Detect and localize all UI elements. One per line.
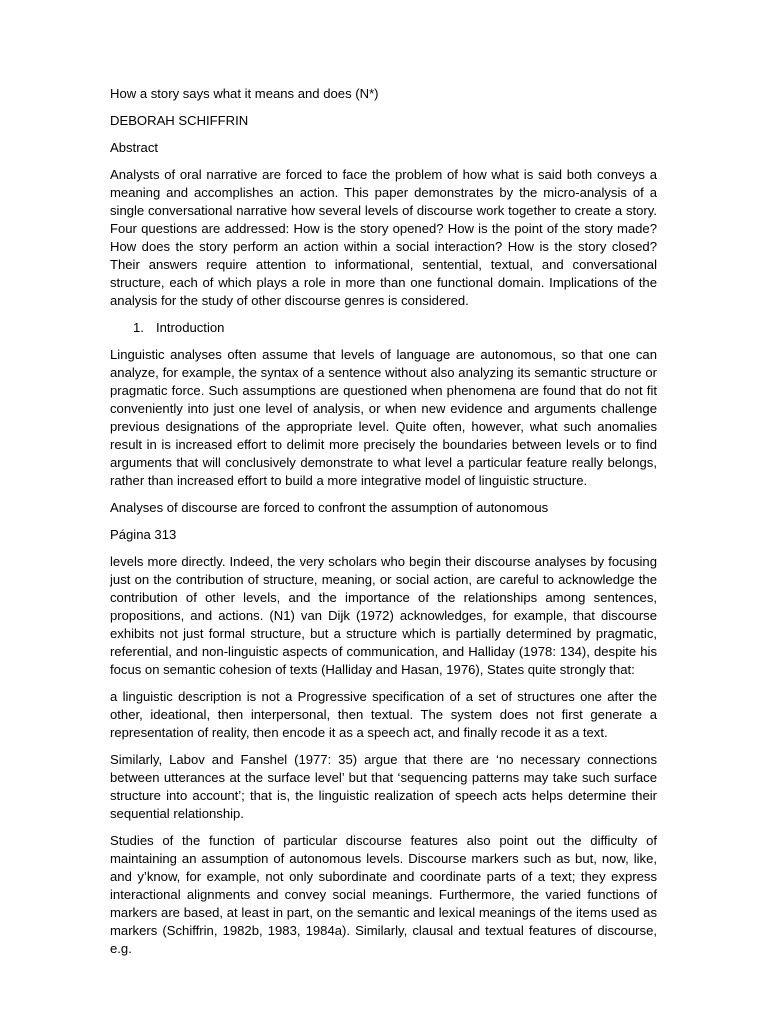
paragraph: Linguistic analyses often assume that levels of language are autonomous, so that one can analyze, for example, the syntax of a sentence without also analyzing its semantic structure or pragmatic force. Such assumptions are questioned when phenomena are found that do not fit conveniently into just one level of analysis, or when new evidence and arguments challenge previous designations of the appropriate level. Quite often, however, what such anomalies result in is increased effort to delimit more precisely the boundaries between levels or to find arguments that will conclusively demonstrate to what level a particular feature really belongs, rather than increased effort to build a more integrative model of linguistic structure. <box>110 347 657 488</box>
paragraph: Similarly, Labov and Fanshel (1977: 35) argue that there are ‘no necessary connections between utterances at the surface level’ but that ‘sequencing patterns may take such surface structure into account’; that is, the linguistic realization of speech acts helps determine their sequential relationship. <box>110 752 657 821</box>
page-marker: Página 313 <box>110 527 177 542</box>
section-heading <box>110 319 657 337</box>
paragraph: levels more directly. Indeed, the very scholars who begin their discourse analyses by focusing just on the contribution of structure, meaning, or social action, are careful to acknowledge the contribution of other levels, and the importance of the relationships among sentences, propositions, and actions. (N1) van Dijk (1972) acknowledges, for example, that discourse exhibits not just formal structure, but a structure which is partially determined by pragmatic, referential, and non-linguistic aspects of communication, and Halliday (1978: 134), despite his focus on semantic cohesion of texts (Halliday and Hasan, 1976), States quite strongly that: <box>110 554 657 677</box>
paragraph: Analyses of discourse are forced to confront the assumption of autonomous <box>110 500 549 515</box>
abstract-heading: Abstract <box>110 140 159 155</box>
abstract-text: Analysts of oral narrative are forced to face the problem of how what is said both conveys a meaning and accomplishes an action. This paper demonstrates by the micro-analysis of a single conversational narrative how several levels of discourse work together to create a story. Four questions are addressed: How is the story opened? How is the point of the story made? How does the story perform an action within a social interaction? How is the story closed? Their answers require attention to informational, sentential, textual, and conversational structure, each of which plays a role in more than one functional domain. Implications of the analysis for the study of other discourse genres is considered. <box>110 167 657 308</box>
paragraph: Studies of the function of particular discourse features also point out the difficulty of maintaining an assumption of autonomous levels. Discourse markers such as but, now, like, and y’know, for example, not only subordinate and coordinate parts of a text; they express interactional alignments and convey social meanings. Furthermore, the varied functions of markers are based, at least in part, on the semantic and lexical meanings of the items used as markers (Schiffrin, 1982b, 1983, 1984a). Similarly, clausal and textual features of discourse, e.g. <box>110 833 657 956</box>
paper-title: How a story says what it means and does (N*) <box>110 86 379 101</box>
author-name: DEBORAH SCHIFFRIN <box>110 113 249 128</box>
section-title: Introduction <box>156 320 225 335</box>
section-number: 1. <box>133 320 144 335</box>
block-quote: a linguistic description is not a Progressive specification of a set of structures one after the other, ideational, then interpersonal, then textual. The system does not first generate a representation of reality, then encode it as a speech act, and finally recode it as a text. <box>110 689 657 740</box>
